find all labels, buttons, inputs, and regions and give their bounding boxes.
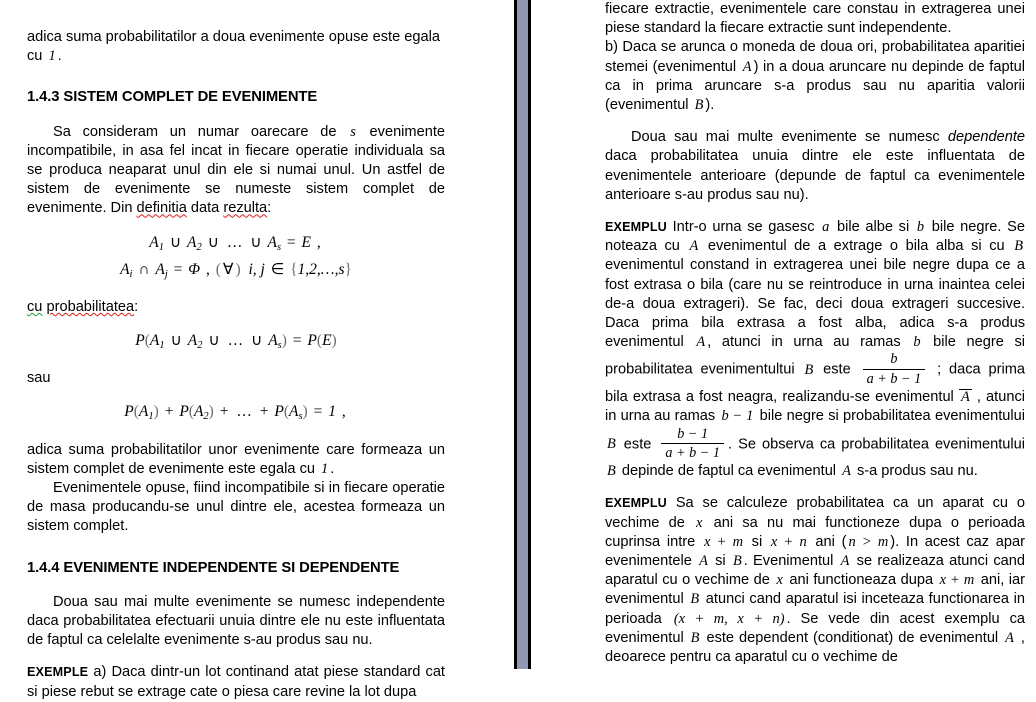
paragraph-independente: Doua sau mai multe evenimente se numesc independente daca probabilitatea efectuarii unuia dintre ele nu este influentata de faptul ca celelalte evenimente s-au produs sau nu.	[27, 593, 445, 649]
paragraph-exemplu-urna	[605, 218, 1025, 481]
paragraph-sistem-complet	[27, 123, 445, 219]
spellcheck-word-cu: cu	[27, 298, 43, 315]
para2-text-b: .	[330, 460, 335, 477]
equation-union-equals-E: $A_1$ ∪ $A_2$ ∪ … ∪ $A_s = E$ ,	[149, 233, 321, 253]
para-text-d: :	[267, 200, 272, 217]
ex2-t10: ani, iar evenimentul	[605, 572, 1026, 608]
math-A-item-b: A	[742, 58, 752, 75]
spellcheck-word-definitia: definitia	[136, 200, 187, 217]
fraction-denominator: a + b − 1	[661, 443, 724, 461]
example-text-left: a) Daca dintr-un lot continand atat piese standard cat si piese rebut se extrage cate o piesa care revine la lot dupa	[27, 664, 445, 700]
ex1-t6: , atunci in urna au ramas	[707, 334, 912, 351]
paragraph-evenimentele-opuse: Evenimentele opuse, fiind incompatibile si in fiecare operatie de masa producandu-se unul dintre ele, acestea formeaza un sistem complet.	[27, 480, 445, 535]
continuation-line-1: adica suma probabilitatilor a doua evenimente opuse este egala	[27, 29, 440, 45]
math-a: a	[822, 219, 830, 236]
ex1-t5: evenimentul constand in extragerea unei bile negre dupa ce a fost extrasa o bila (care nu se reintroduce in urna inaintea celei de-a doua extrageri). Se fac, deci doua extrageri succesive. Daca prima bila extrasa a fost alba, adica s-a produs evenimentul	[605, 257, 1025, 351]
item-b-text-1: b) Daca se arunca o moneda de doua ori, probabilitatea aparitiei stemei (evenimentul	[605, 39, 1025, 75]
ex1-t2: bile albe si	[831, 219, 915, 236]
math-A-ex2-b: A	[840, 552, 850, 569]
ex1-t7: bile negre si probabilitatea evenimentultui	[605, 334, 1026, 379]
colon-after-probabilitatea: :	[134, 298, 139, 315]
math-one-2: 1	[321, 460, 329, 477]
paragraph-continuation-left	[27, 28, 445, 66]
paragraph-exemple-left	[27, 663, 445, 701]
equation-P-union-equals-PE: $P(A_1$ ∪ $A_2$ ∪ … ∪ $A_s) = P(E)$	[135, 332, 337, 352]
paragraph-item-b	[605, 38, 1025, 115]
right-text-column	[605, 0, 1025, 667]
equation-block-2	[27, 331, 445, 355]
math-b-minus-1: b − 1	[721, 408, 754, 425]
math-B-ex2-b: B	[690, 591, 700, 608]
para-text-a: Sa consideram un numar oarecare de	[53, 123, 349, 140]
equation-intersection-empty: $A_i$ ∩ $A_j = \Phi$ , ( ∀ ) i, j ∈ {1,2,…,s}	[120, 260, 352, 280]
page-gutter-divider	[514, 0, 531, 669]
math-B-ex1-d: B	[607, 463, 616, 480]
ex1-t4: evenimentul de a extrage o bila alba si cu	[700, 238, 1013, 255]
ex1-t14: depinde de faptul ca evenimentul	[617, 463, 841, 480]
math-B-ex2-c: B	[690, 629, 700, 646]
ex2-t1: Sa se calculeze probabilitatea ca un aparat cu o vechime de	[605, 495, 1025, 531]
ex2-t12: . Se vede din acest exemplu ca evenimentul	[605, 610, 1025, 646]
math-B-item-b: B	[694, 97, 704, 114]
example-label-exemplu-1: EXEMPLU	[605, 220, 667, 235]
ex2-t3: si	[744, 533, 769, 550]
left-text-column	[27, 0, 445, 702]
math-x-plus-n: x + n	[770, 533, 807, 550]
item-b-text-2: ) in a doua aruncare nu depinde de faptul ca in prima aruncare s-a produs sau nu aparitia valorii (evenimentul	[605, 58, 1025, 114]
ex2-t14: , deoarece pentru ca aparatul cu o vechime de	[605, 629, 1025, 665]
fraction-b-minus-1-over-a-plus-b-minus-1	[661, 426, 724, 462]
para-text-c: data	[186, 200, 224, 217]
dependente-text-2: daca probabilitatea unuia dintre ele este influentata de evenimentele anterioare (depunde de faptul ca evenimentele anterioare s-au produs sau nu).	[605, 148, 1025, 203]
ex2-t7: . Evenimentul	[743, 552, 839, 569]
equation-sum-probabilities-equals-one: $P(A_1) + P(A_2)$ + … + $P(A_s) = 1$ ,	[124, 403, 346, 423]
paragraph-exemplu-aparat	[605, 494, 1025, 667]
math-b: b	[916, 219, 925, 236]
math-one: 1	[48, 48, 56, 65]
fraction-denominator: a + b − 1	[863, 369, 926, 387]
math-x-ex2-b: x	[776, 572, 783, 589]
ex2-t8: se realizeaza atunci cand aparatul cu o vechime de	[605, 552, 1025, 589]
math-A-ex2: A	[699, 552, 708, 569]
math-B-ex2: B	[732, 552, 742, 569]
ex1-t13: . Se observa ca probabilitatea evenimentului	[728, 436, 1025, 453]
equation-block-1	[27, 233, 445, 284]
continuation-line-2-suffix: .	[57, 48, 62, 65]
equation-block-3	[27, 402, 445, 426]
paragraph-dependente	[605, 128, 1025, 205]
spellcheck-word-probabilitatea: probabilitatea	[46, 298, 135, 315]
ex1-t9: ; daca prima bila extrasa a fost neagra, realizandu-se evenimentul	[605, 362, 1026, 406]
math-B-ex1: B	[1014, 238, 1023, 255]
ex2-t11: atunci cand aparatul isi inceteaza functionarea in perioada	[605, 591, 1025, 627]
ex2-t9: ani functioneaza dupa	[784, 572, 938, 589]
math-A-bar: A	[960, 389, 970, 406]
ex2-t2: ani sa nu mai functioneze dupa o perioada cuprinsa intre	[605, 514, 1025, 550]
italic-word-dependente: dependente	[947, 129, 1025, 146]
dependente-text-1: Doua sau mai multe evenimente se numesc	[631, 129, 948, 146]
math-B-ex1-c: B	[607, 436, 616, 453]
math-A-ex2-c: A	[1005, 629, 1014, 646]
spellcheck-word-rezulta: rezulta	[223, 200, 268, 217]
ex2-t13: este dependent (conditionat) de evenimentul	[701, 629, 1004, 646]
math-B-ex1-b: B	[804, 362, 814, 379]
continuation-line-2-prefix: cu	[27, 48, 47, 65]
para-text-b: evenimente incompatibile, in asa fel incat in fiecare operatie individuala sa se produca neaparat unul din ele si numai unul. Un astfel de sistem de evenimente se numeste sistem complet de evenimente. Din	[27, 123, 445, 217]
paragraph-continuation-right: fiecare extractie, evenimentele care constau in extragerea unei piese standard la fiecare extractie sunt independente.	[605, 1, 1025, 37]
item-b-text-3: ).	[705, 97, 715, 114]
math-A-ex1-b: A	[696, 334, 706, 351]
ex2-t5: ). In acest caz apar evenimentele	[605, 533, 1025, 569]
ex1-t8: este	[815, 362, 859, 379]
fraction-numerator: b − 1	[677, 425, 709, 442]
math-interval-x-plus-m-x-plus-n: (x + m, x + n)	[673, 610, 785, 627]
math-s: s	[350, 123, 356, 140]
math-A-ex1: A	[689, 238, 699, 255]
example-label-exemplu-2: EXEMPLU	[605, 496, 667, 511]
paragraph-sau: sau	[27, 370, 51, 387]
heading-1-4-4: 1.4.4 EVENIMENTE INDEPENDENTE SI DEPENDENTE	[27, 559, 400, 576]
fraction-b-over-a-plus-b-minus-1	[863, 351, 926, 387]
ex1-t11: bile negre si probabilitatea evenimentului	[755, 408, 1026, 425]
math-n-greater-m: n > m	[848, 533, 889, 550]
ex1-t1: Intr-o urna se gasesc	[672, 219, 821, 236]
math-b-ex1-b: b	[913, 334, 921, 351]
ex1-t3: bile negre. Se noteaza cu	[605, 219, 1025, 255]
ex2-t6: si	[709, 552, 731, 569]
example-label-exemple: EXEMPLE	[27, 665, 89, 680]
paragraph-adica-suma	[27, 441, 445, 479]
math-x: x	[696, 514, 703, 531]
para2-text-a: adica suma probabilitatilor unor evenimente care formeaza un sistem complet de evenimente este egala cu	[27, 441, 445, 477]
fraction-numerator: b	[890, 351, 898, 368]
ex2-t4: ani (	[808, 533, 847, 550]
ex1-t12: este	[617, 436, 658, 453]
math-x-plus-m: x + m	[703, 533, 743, 550]
math-A-ex1-c: A	[842, 463, 851, 480]
math-x-plus-m-ex2-b: x + m	[939, 572, 975, 589]
heading-1-4-3: 1.4.3 SISTEM COMPLET DE EVENIMENTE	[27, 89, 318, 106]
paragraph-cu-probabilitatea	[27, 298, 445, 317]
ex1-t10: , atunci in urna au ramas	[605, 389, 1025, 425]
ex1-t15: s-a produs sau nu.	[852, 463, 978, 480]
